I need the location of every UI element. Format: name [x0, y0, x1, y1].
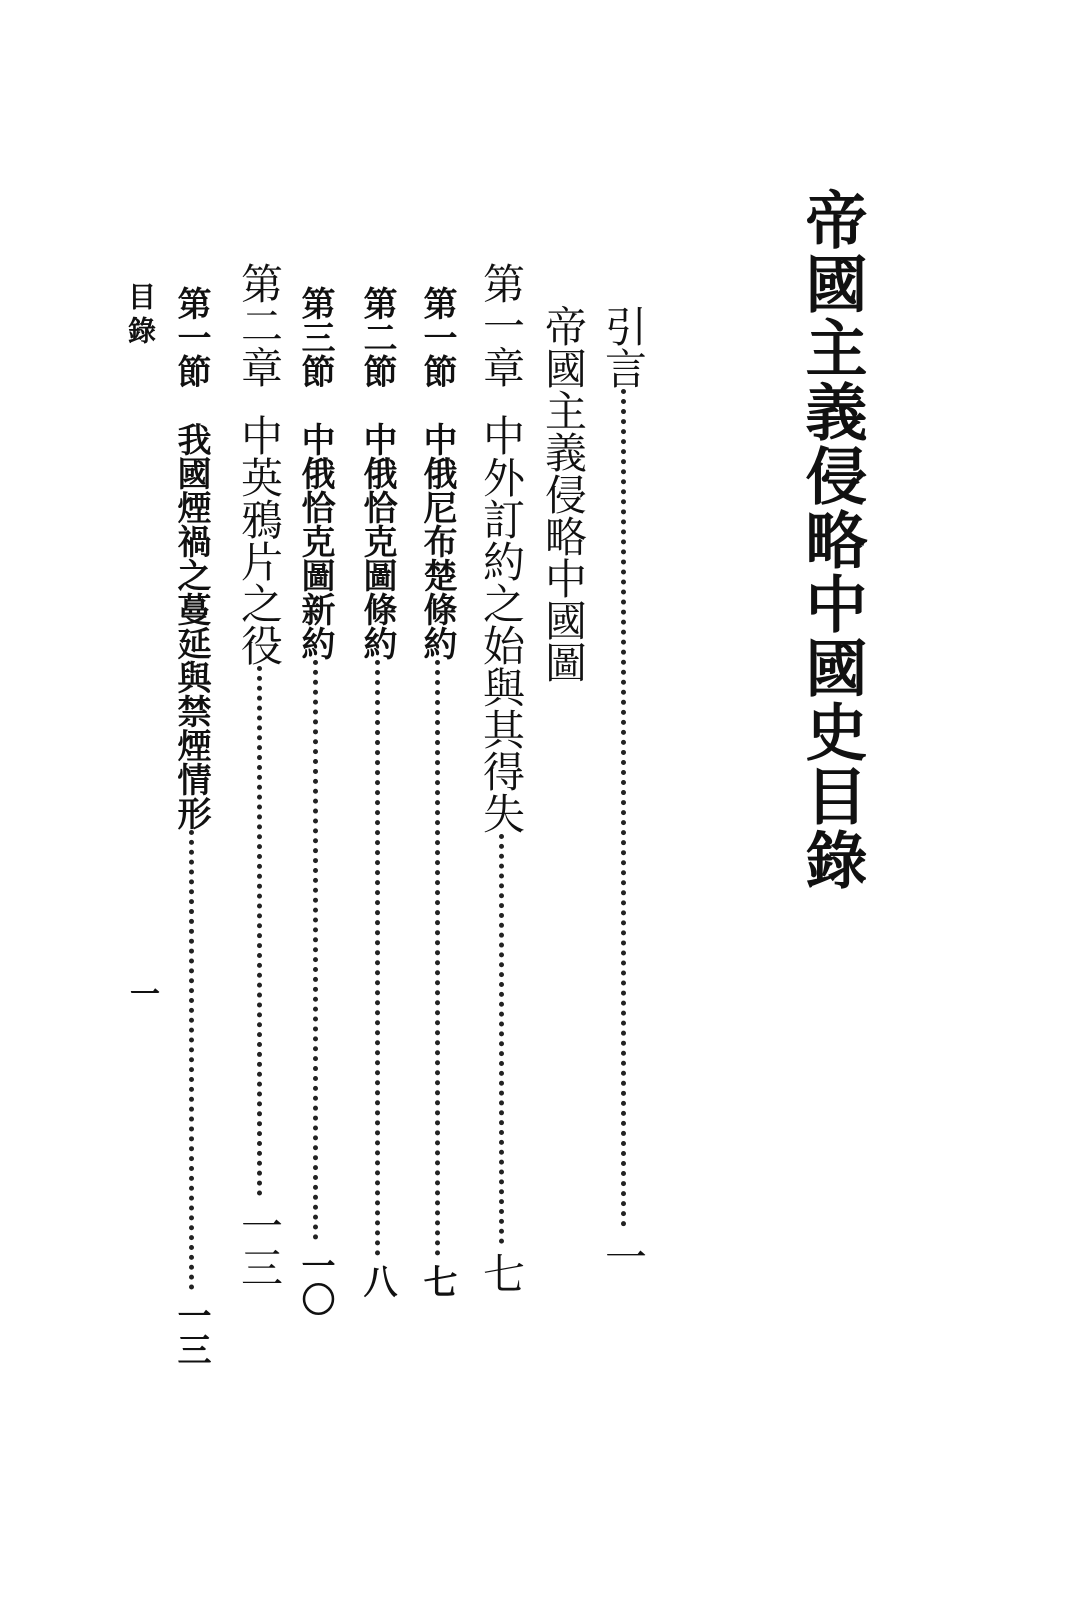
margin-section-label: 目錄 — [124, 282, 157, 350]
toc-entry-label: 第一章 — [477, 262, 526, 388]
toc-page-number: 八 — [357, 1264, 397, 1298]
leader-dots — [257, 666, 262, 1196]
leader-dots — [313, 660, 318, 1240]
page-folio: 一 — [124, 978, 159, 1008]
toc-entry-label: 第一節 — [171, 286, 211, 388]
toc-entry-title: 我國煙禍之蔓延與禁煙情形 — [171, 422, 211, 830]
leader-dots — [189, 830, 194, 1290]
toc-entry-title: 中英鴉片之役 — [235, 414, 284, 666]
toc-entry-title: 引言 — [599, 305, 648, 389]
toc-page-number: 七 — [477, 1252, 526, 1294]
toc-entry-section-2-1[interactable] — [171, 286, 211, 1366]
toc-entry-label: 第三節 — [295, 286, 335, 388]
toc-entry-chapter-1[interactable] — [477, 262, 526, 1294]
toc-entry-label: 第二章 — [235, 262, 284, 388]
toc-entry-section-1-3[interactable] — [295, 286, 335, 1316]
toc-entry-title: 中俄恰克圖條約 — [357, 422, 397, 660]
toc-page-number: 七 — [417, 1264, 457, 1298]
toc-entry-section-1-2[interactable] — [357, 286, 397, 1298]
toc-entry-map[interactable] — [539, 305, 588, 683]
toc-entry-label: 第一節 — [417, 286, 457, 388]
leader-dots — [375, 660, 380, 1256]
toc-page-number: 一三 — [171, 1298, 211, 1366]
toc-entry-chapter-2[interactable] — [235, 262, 284, 1288]
leader-dots — [499, 834, 504, 1244]
toc-page-number: 一三 — [235, 1204, 284, 1288]
leader-dots — [435, 660, 440, 1256]
toc-entry-title: 帝國主義侵略中國圖 — [539, 305, 588, 683]
toc-entry-section-1-1[interactable] — [417, 286, 457, 1298]
toc-entry-intro[interactable] — [599, 305, 648, 1277]
toc-entry-label: 第二節 — [357, 286, 397, 388]
toc-entry-title: 中俄恰克圖新約 — [295, 422, 335, 660]
toc-entry-title: 中俄尼布楚條約 — [417, 422, 457, 660]
book-title: 帝國主義侵略中國史目錄 — [795, 188, 868, 892]
toc-entry-title: 中外訂約之始與其得失 — [477, 414, 526, 834]
toc-page-number: 一〇 — [295, 1248, 335, 1316]
toc-page-number: 一 — [599, 1235, 648, 1277]
leader-dots — [621, 389, 626, 1227]
